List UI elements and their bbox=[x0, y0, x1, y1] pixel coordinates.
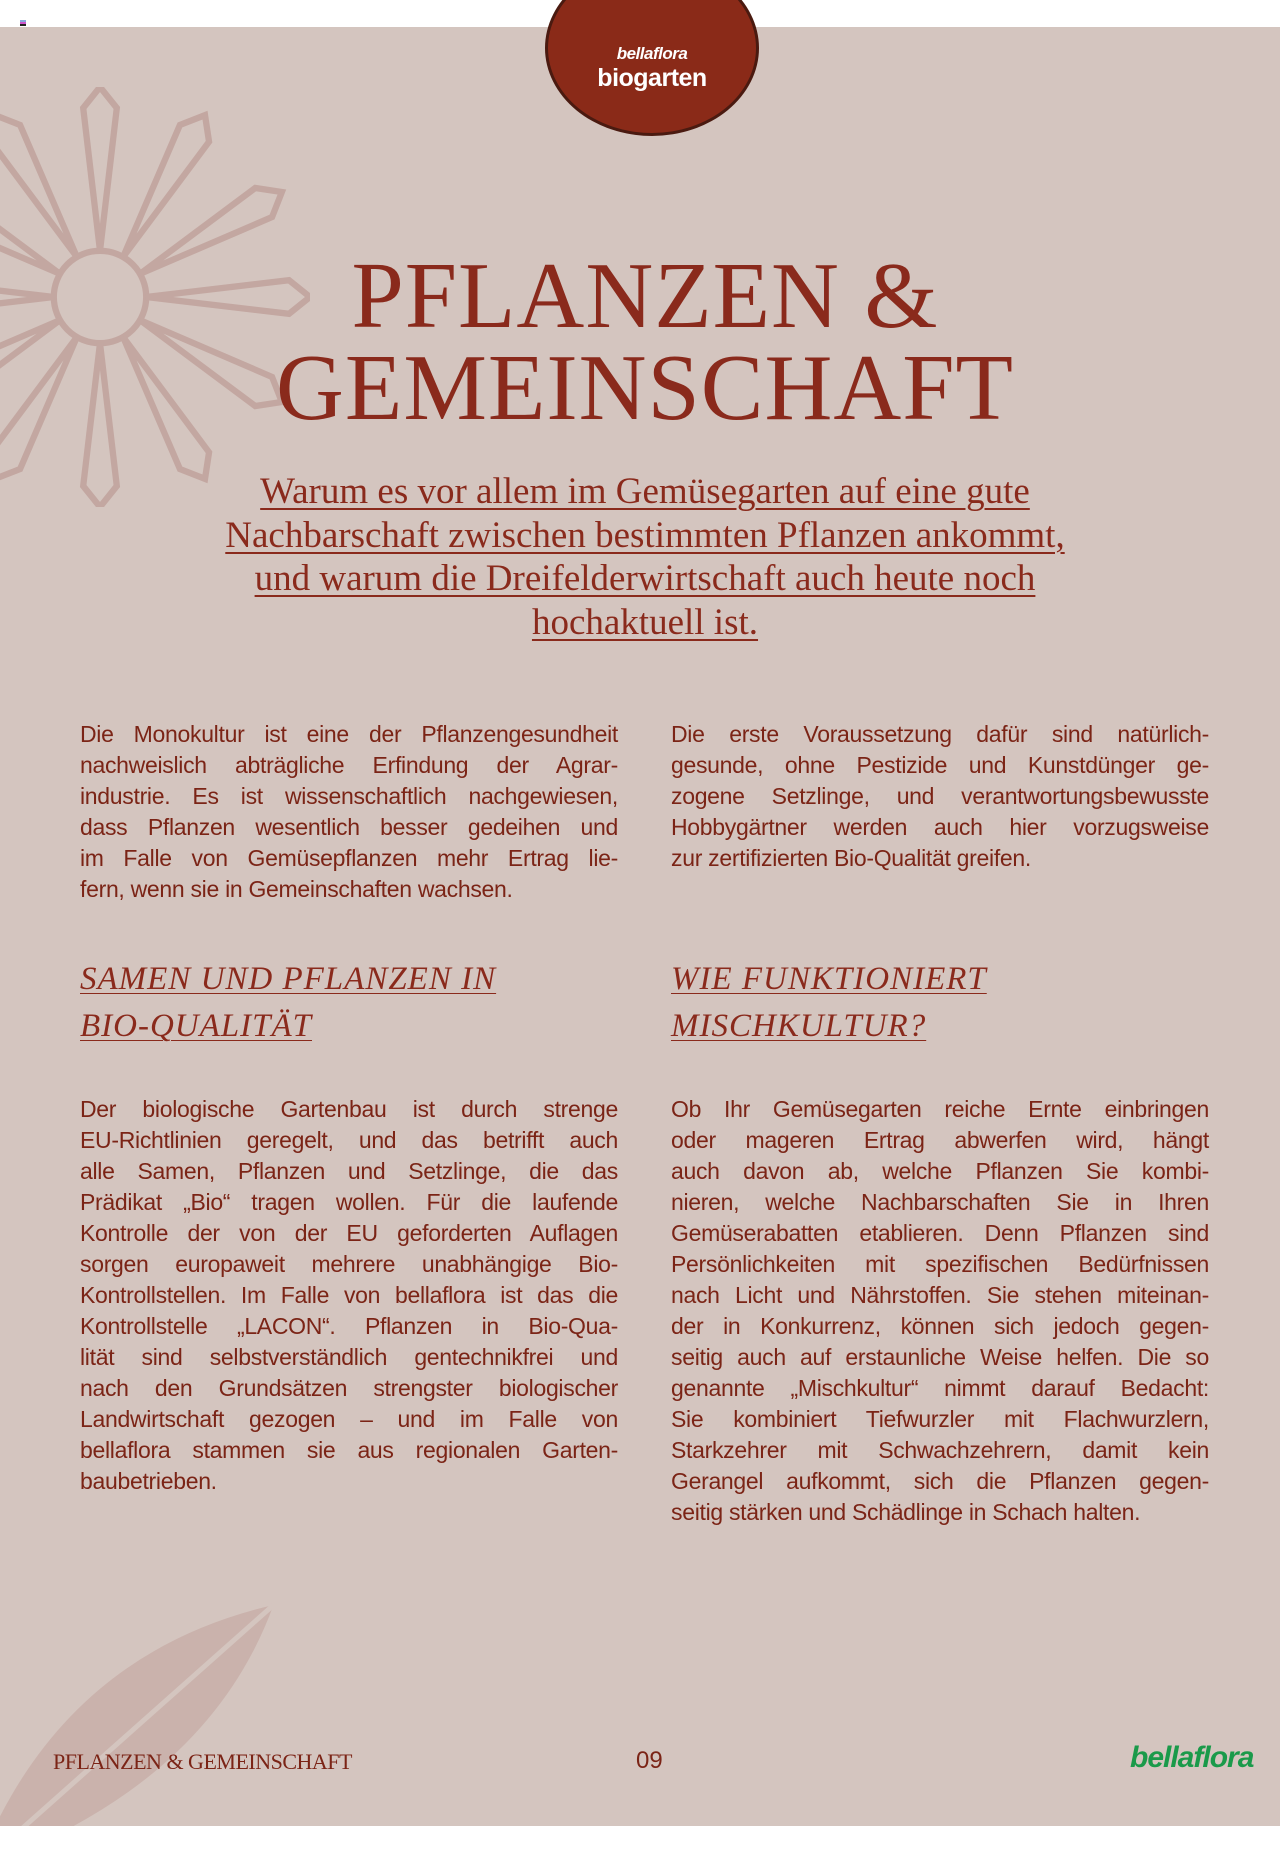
color-marker bbox=[20, 20, 26, 26]
section-body-right bbox=[671, 1094, 1209, 1528]
text-line: seitig auch auf erstaunliche Weise helfen. Die so bbox=[671, 1344, 1209, 1370]
text-line: Kontrolle der von der EU geforderten Auflagen bbox=[80, 1220, 618, 1246]
text-line: Sie kombiniert Tiefwurzler mit Flachwurzlern, bbox=[671, 1406, 1209, 1432]
text-line: gesunde, ohne Pestizide und Kunstdünger ge- bbox=[671, 752, 1209, 778]
intro-left bbox=[80, 719, 618, 905]
text-line: Prädikat „Bio“ tragen wollen. Für die laufende bbox=[80, 1189, 618, 1215]
text-line: der in Konkurrenz, können sich jedoch gegen- bbox=[671, 1313, 1209, 1339]
text-line: EU-Richtlinien geregelt, und das betrifft auch bbox=[80, 1127, 618, 1153]
text-line: Der biologische Gartenbau ist durch strenge bbox=[80, 1096, 618, 1122]
text-line: oder mageren Ertrag abwerfen wird, hängt bbox=[671, 1127, 1209, 1153]
heading-line: MISCHKULTUR? bbox=[671, 1008, 927, 1044]
text-line: fern, wenn sie in Gemeinschaften wachsen. bbox=[80, 876, 513, 902]
heading-line: WIE FUNKTIONIERT bbox=[671, 961, 987, 997]
text-line: Landwirtschaft gezogen – und im Falle von bbox=[80, 1406, 618, 1432]
text-line: nachweislich abträgliche Erfindung der Agrar- bbox=[80, 752, 618, 778]
title-line-1: PFLANZEN & bbox=[351, 244, 939, 348]
text-line: baubetrieben. bbox=[80, 1468, 217, 1494]
text-line: lität sind selbstverständlich gentechnikfrei und bbox=[80, 1344, 618, 1370]
text-line: sorgen europaweit mehrere unabhängige Bio- bbox=[80, 1251, 618, 1277]
text-line: nieren, welche Nachbarschaften Sie in Ihren bbox=[671, 1189, 1209, 1215]
section-heading-right bbox=[671, 956, 987, 1050]
section-body-left bbox=[80, 1094, 618, 1497]
heading-line: BIO-QUALITÄT bbox=[80, 1008, 312, 1044]
text-line: Ob Ihr Gemüsegarten reiche Ernte einbringen bbox=[671, 1096, 1209, 1122]
text-line: Hobbygärtner werden auch hier vorzugsweise bbox=[671, 814, 1209, 840]
subtitle: Warum es vor allem im Gemüsegarten auf eine gute Nachbarschaft zwischen bestimmten Pflanzen ankommt, und warum die Dreifelderwirtschaft auch heute noch hochaktuell ist. bbox=[225, 471, 1065, 643]
text-line: nach Licht und Nährstoffen. Sie stehen miteinan- bbox=[671, 1282, 1209, 1308]
text-line: genannte „Mischkultur“ nimmt darauf Bedacht: bbox=[671, 1375, 1209, 1401]
text-line: auch davon ab, welche Pflanzen Sie kombi- bbox=[671, 1158, 1209, 1184]
text-line: Kontrollstelle „LACON“. Pflanzen in Bio-Qua- bbox=[80, 1313, 618, 1339]
text-line: zur zertifizierten Bio-Qualität greifen. bbox=[671, 845, 1031, 871]
intro-right bbox=[671, 719, 1209, 874]
text-line: dass Pflanzen wesentlich besser gedeihen und bbox=[80, 814, 618, 840]
text-line: Gemüserabatten etablieren. Denn Pflanzen sind bbox=[671, 1220, 1209, 1246]
text-line: bellaflora stammen sie aus regionalen Garten- bbox=[80, 1437, 618, 1463]
text-line: industrie. Es ist wissenschaftlich nachgewiesen, bbox=[80, 783, 618, 809]
bellaflora-logo: bellaflora bbox=[1130, 1741, 1254, 1774]
text-line: seitig stärken und Schädlinge in Schach halten. bbox=[671, 1499, 1141, 1525]
text-line: alle Samen, Pflanzen und Setzlinge, die das bbox=[80, 1158, 618, 1184]
title-line-2: GEMEINSCHAFT bbox=[276, 336, 1014, 440]
footer-section-title: PFLANZEN & GEMEINSCHAFT bbox=[53, 1749, 352, 1774]
heading-line: SAMEN UND PFLANZEN IN bbox=[80, 961, 497, 997]
text-line: Die Monokultur ist eine der Pflanzengesundheit bbox=[80, 721, 618, 747]
text-line: Gerangel aufkommt, sich die Pflanzen gegen- bbox=[671, 1468, 1209, 1494]
text-line: Kontrollstellen. Im Falle von bellaflora ist das die bbox=[80, 1282, 618, 1308]
section-heading-left bbox=[80, 956, 496, 1050]
logo-brand: bellaflora bbox=[616, 43, 688, 63]
text-line: nach den Grundsätzen strengster biologischer bbox=[80, 1375, 618, 1401]
page-title bbox=[0, 244, 1280, 440]
text-line: zogene Setzlinge, und verantwortungsbewusste bbox=[671, 783, 1209, 809]
text-line: im Falle von Gemüsepflanzen mehr Ertrag lie- bbox=[80, 845, 618, 871]
text-line: Die erste Voraussetzung dafür sind natürlich- bbox=[671, 721, 1209, 747]
text-line: Starkzehrer mit Schwachzehrern, damit kein bbox=[671, 1437, 1209, 1463]
text-line: Persönlichkeiten mit spezifischen Bedürfnissen bbox=[671, 1251, 1209, 1277]
page-number: 09 bbox=[636, 1747, 663, 1774]
logo-product: biogarten bbox=[597, 63, 707, 92]
leaf-illustration-icon bbox=[0, 1587, 290, 1826]
